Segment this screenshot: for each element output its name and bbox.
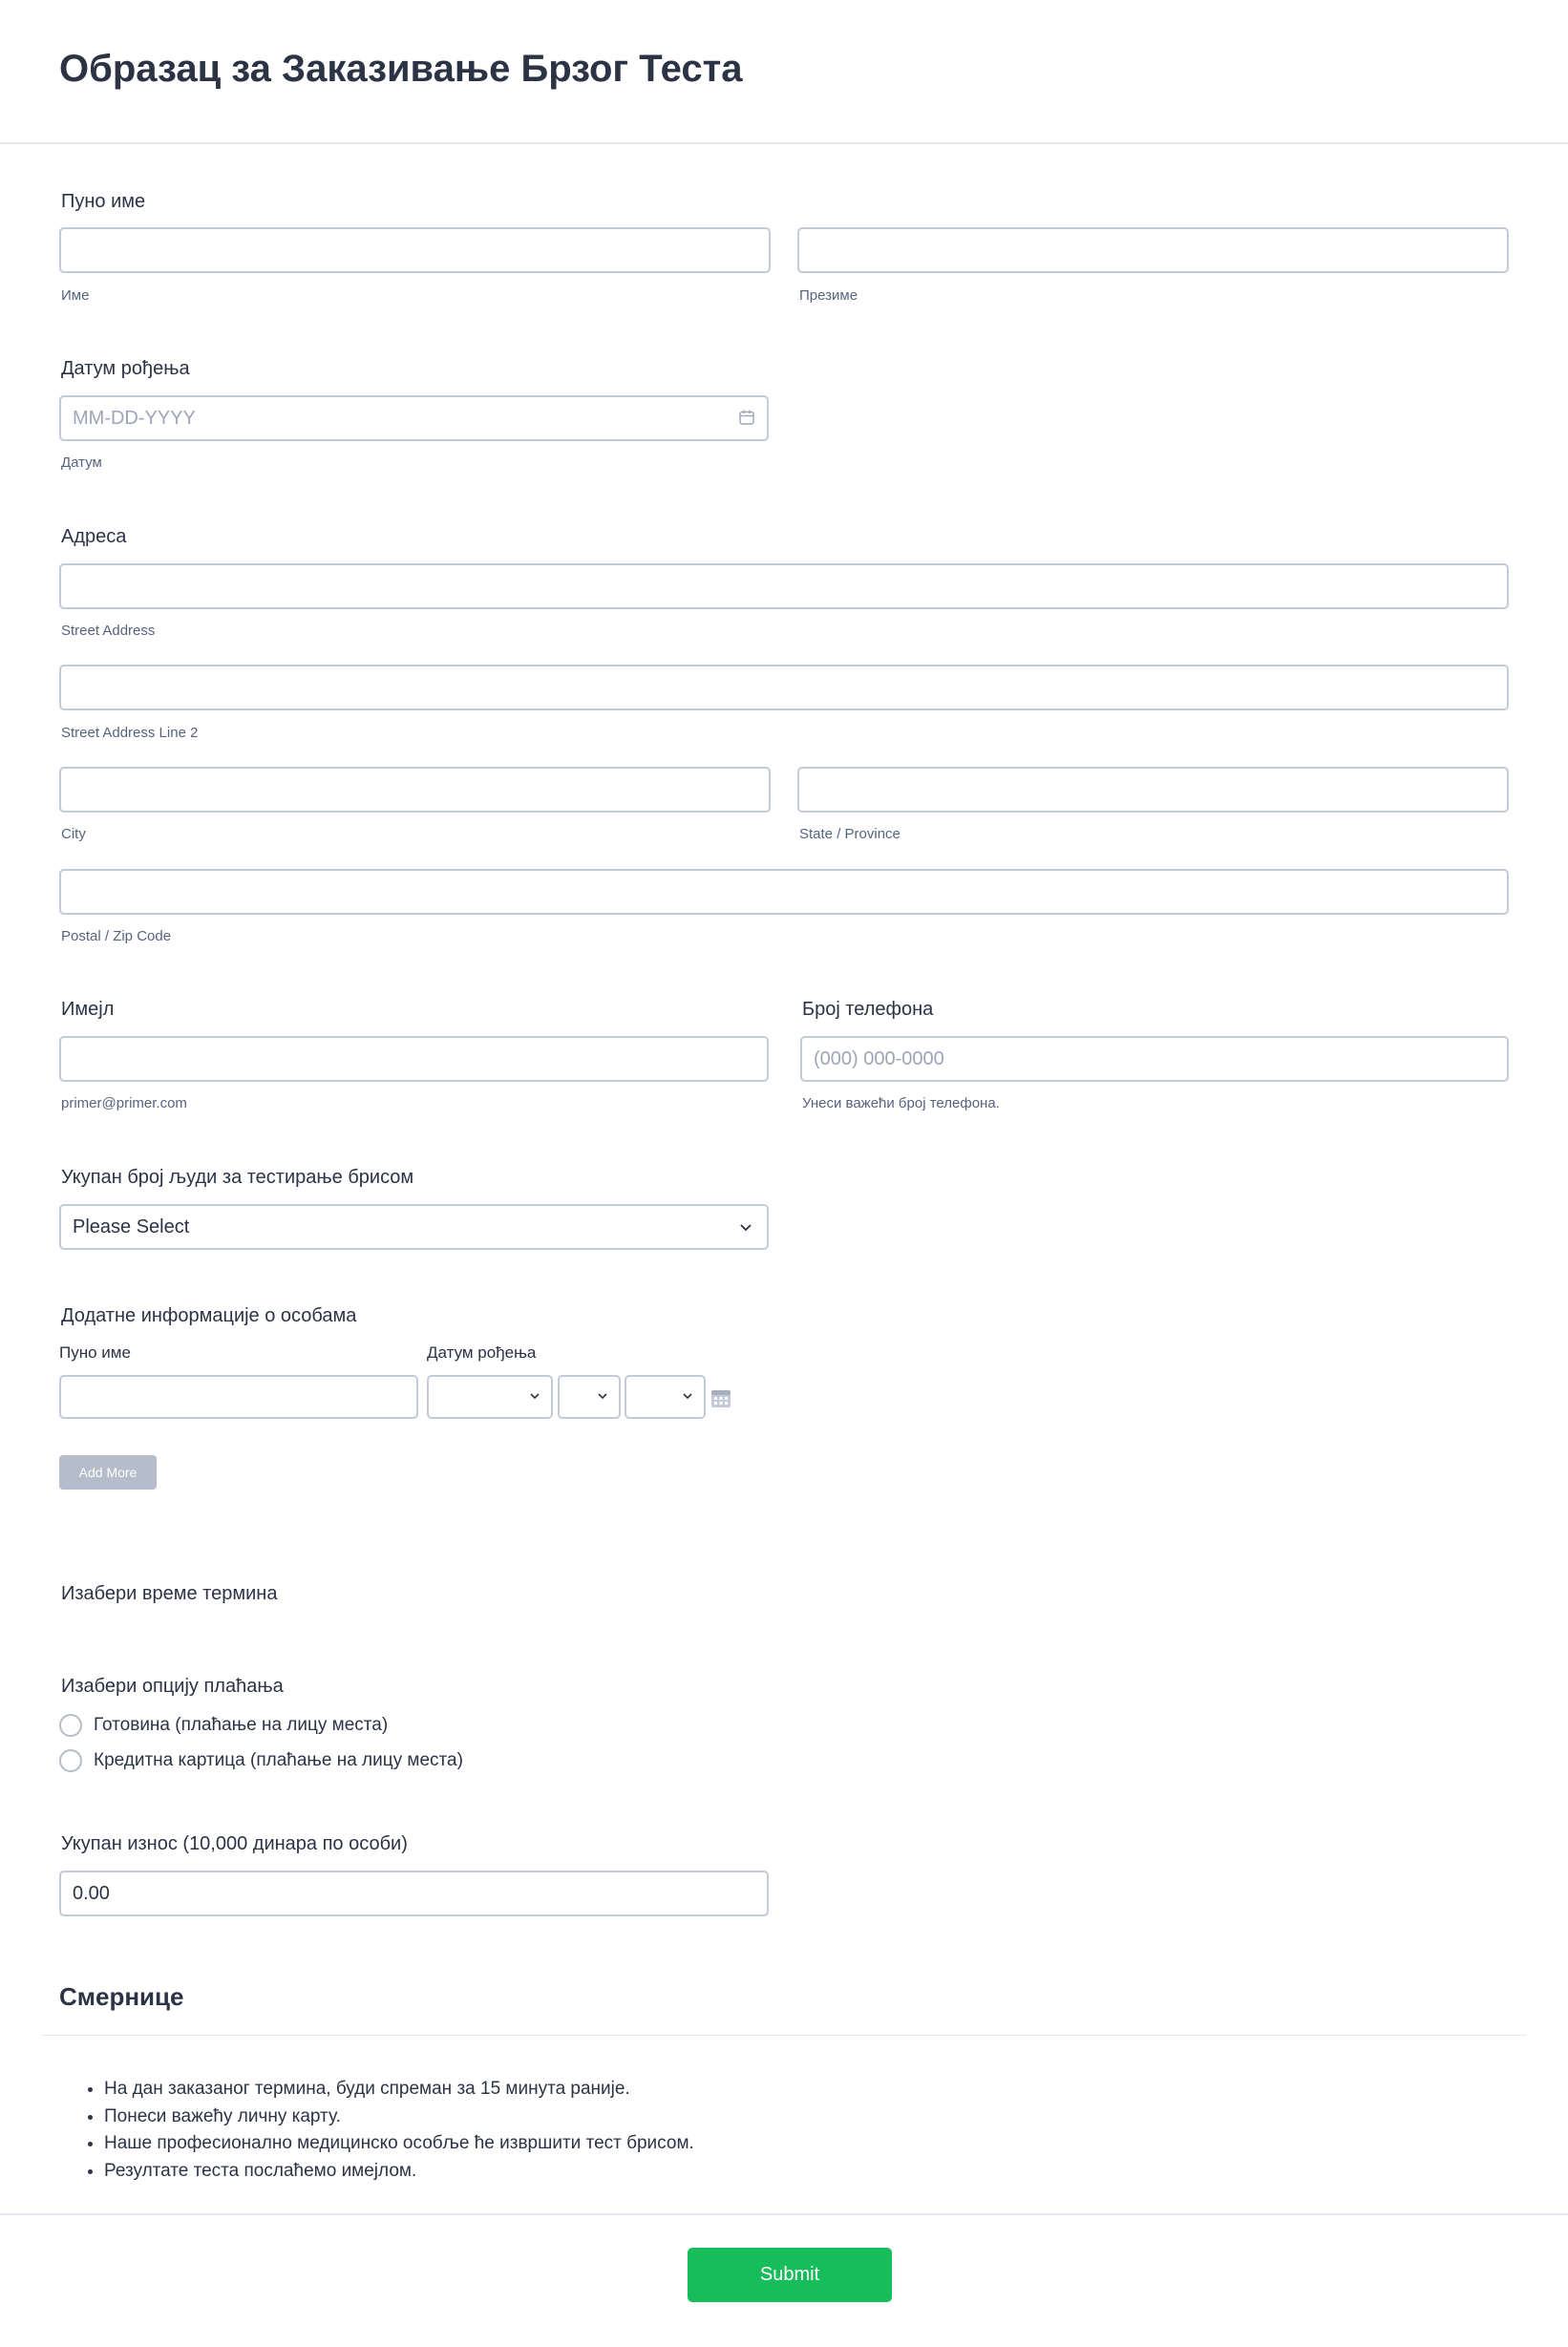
email-input[interactable] — [59, 1036, 769, 1082]
city-sublabel: City — [61, 826, 86, 842]
form-header — [0, 0, 1568, 144]
people-count-select[interactable] — [59, 1204, 769, 1250]
birth-day-select[interactable] — [558, 1375, 621, 1419]
calendar-icon[interactable] — [738, 409, 755, 426]
payment-option-label: Готовина (плаћање на лицу места) — [94, 1715, 389, 1735]
guideline-item: • Наше професионално медицинско особље ће извршити тест брисом. — [104, 2130, 694, 2158]
guideline-item: • Резултате теста послаћемо имејлом. — [104, 2158, 694, 2186]
calendar-icon[interactable] — [710, 1387, 731, 1408]
section-divider — [42, 2035, 1526, 2036]
first-name-input[interactable] — [59, 227, 771, 273]
first-name-sublabel: Име — [61, 287, 90, 304]
guidelines-title: Смернице — [59, 1982, 184, 2011]
chevron-down-icon — [596, 1389, 609, 1403]
page-title: Образац за Заказивање Брзог Теста — [59, 48, 743, 90]
additional-info-label: Додатне информације о особама — [61, 1305, 357, 1326]
street-address-line2-input[interactable] — [59, 665, 1509, 710]
chevron-down-icon — [681, 1389, 694, 1403]
phone-sublabel: Унеси важећи број телефона. — [802, 1095, 1000, 1111]
birth-month-select[interactable] — [427, 1375, 553, 1419]
state-sublabel: State / Province — [799, 826, 901, 842]
postal-code-sublabel: Postal / Zip Code — [61, 928, 172, 944]
people-count-label: Укупан број људи за тестирање брисом — [61, 1167, 414, 1188]
last-name-sublabel: Презиме — [799, 287, 858, 304]
address-label: Адреса — [61, 526, 127, 547]
submit-button[interactable]: Submit — [688, 2248, 892, 2302]
appointment-time-label: Изабери време термина — [61, 1583, 278, 1604]
payment-option-label: Кредитна картица (плаћање на лицу места) — [94, 1750, 463, 1770]
total-label: Укупан износ (10,000 динара по особи) — [61, 1833, 408, 1854]
last-name-input[interactable] — [797, 227, 1509, 273]
postal-code-input[interactable] — [59, 869, 1509, 915]
total-amount-input[interactable]: 0.00 — [59, 1871, 769, 1916]
phone-input[interactable] — [800, 1036, 1509, 1082]
chevron-down-icon — [738, 1219, 753, 1235]
additional-name-column: Пуно име — [59, 1343, 131, 1362]
phone-placeholder: (000) 000-0000 — [814, 1047, 944, 1069]
payment-option-card[interactable] — [59, 1749, 463, 1772]
add-more-button[interactable]: Add More — [59, 1455, 157, 1490]
birth-year-select[interactable] — [625, 1375, 706, 1419]
email-sublabel: primer@primer.com — [61, 1095, 187, 1111]
birth-date-input[interactable] — [59, 395, 769, 441]
birth-date-placeholder: MM-DD-YYYY — [73, 407, 196, 429]
phone-label: Број телефона — [802, 999, 934, 1020]
street-address-line2-sublabel: Street Address Line 2 — [61, 725, 199, 741]
street-address-sublabel: Street Address — [61, 623, 156, 639]
people-count-selected: Please Select — [73, 1216, 190, 1237]
chevron-down-icon — [528, 1389, 541, 1403]
birth-date-sublabel: Датум — [61, 455, 102, 471]
radio-button[interactable] — [59, 1714, 82, 1737]
additional-name-input[interactable] — [59, 1375, 418, 1419]
footer-divider — [0, 2213, 1568, 2215]
payment-label: Изабери опцију плаћања — [61, 1676, 284, 1697]
additional-birth-column: Датум рођења — [427, 1343, 537, 1362]
full-name-label: Пуно име — [61, 191, 146, 212]
radio-button[interactable] — [59, 1749, 82, 1772]
email-label: Имејл — [61, 999, 115, 1020]
guidelines-list — [104, 2076, 694, 2185]
city-input[interactable] — [59, 767, 771, 813]
birth-date-label: Датум рођења — [61, 358, 190, 379]
street-address-input[interactable] — [59, 563, 1509, 609]
guideline-item: • Понеси важећу личну карту. — [104, 2104, 694, 2131]
state-input[interactable] — [797, 767, 1509, 813]
guideline-item: • На дан заказаног термина, буди спреман за 15 минута раније. — [104, 2076, 694, 2104]
payment-option-cash[interactable] — [59, 1714, 388, 1737]
